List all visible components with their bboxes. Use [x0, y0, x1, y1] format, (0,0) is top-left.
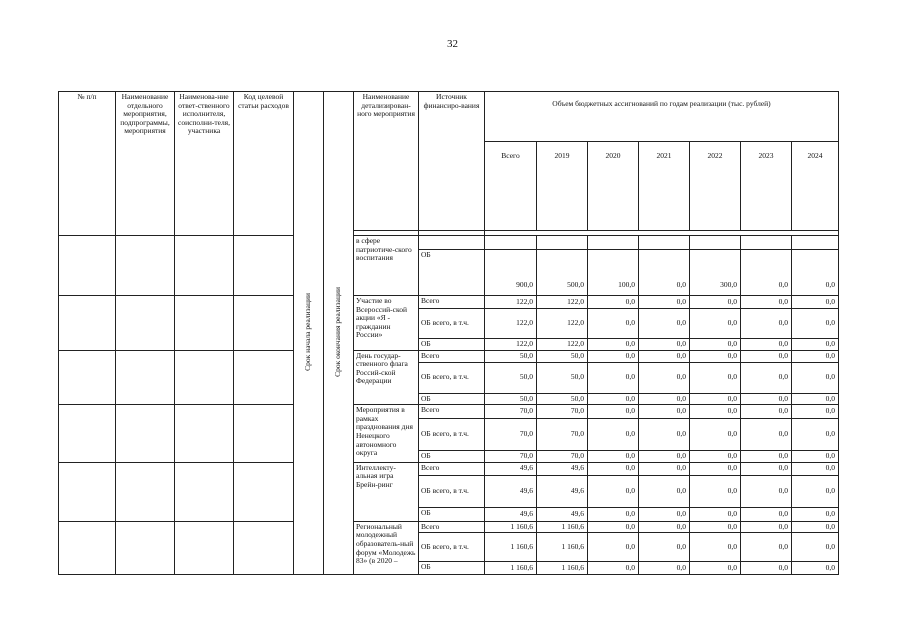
funding-source-cell: ОБ всего, в т.ч.	[419, 309, 485, 339]
value-cell: 0,0	[792, 562, 839, 575]
value-cell: 122,0	[485, 309, 537, 339]
value-cell: 500,0	[537, 250, 588, 296]
table-row	[59, 405, 839, 419]
year-header: 2023	[741, 142, 792, 231]
value-cell: 0,0	[690, 339, 741, 351]
value-cell: 0,0	[639, 296, 690, 309]
value-cell: 0,0	[792, 521, 839, 533]
funding-source-cell: ОБ	[419, 507, 485, 521]
value-cell: 0,0	[588, 362, 639, 393]
col-event-name-cell	[116, 236, 175, 296]
col-code-cell	[234, 350, 294, 405]
header-detailed: Наименование детализирован-ного мероприятия	[354, 92, 419, 231]
value-cell: 0,0	[792, 309, 839, 339]
value-cell: 70,0	[485, 405, 537, 419]
value-cell: 0,0	[741, 451, 792, 463]
value-cell: 1 160,6	[485, 521, 537, 533]
value-cell: 0,0	[690, 296, 741, 309]
funding-source-cell: ОБ всего, в т.ч.	[419, 533, 485, 562]
value-cell: 0,0	[690, 393, 741, 405]
value-cell: 50,0	[537, 350, 588, 362]
col-executor-cell	[175, 296, 234, 351]
table-row	[59, 296, 839, 309]
value-cell: 0,0	[588, 507, 639, 521]
value-cell: 0,0	[639, 533, 690, 562]
value-cell: 50,0	[485, 362, 537, 393]
funding-source-cell: ОБ всего, в т.ч.	[419, 419, 485, 451]
value-cell	[588, 236, 639, 250]
value-cell: 50,0	[537, 362, 588, 393]
value-cell: 0,0	[741, 521, 792, 533]
value-cell: 0,0	[792, 475, 839, 507]
table-row	[59, 350, 839, 362]
value-cell: 0,0	[792, 362, 839, 393]
funding-source-cell: ОБ	[419, 339, 485, 351]
detailed-event-label: Интеллекту-альная игра Брейн-ринг	[354, 462, 419, 521]
funding-source-cell: ОБ	[419, 451, 485, 463]
value-cell: 0,0	[588, 521, 639, 533]
value-cell: 0,0	[639, 393, 690, 405]
value-cell: 0,0	[792, 507, 839, 521]
value-cell: 0,0	[639, 362, 690, 393]
value-cell: 0,0	[741, 339, 792, 351]
table-row	[59, 462, 839, 475]
col-num-cell	[59, 350, 116, 405]
funding-source-cell	[419, 236, 485, 250]
value-cell: 0,0	[690, 475, 741, 507]
value-cell: 0,0	[690, 362, 741, 393]
col-num-cell	[59, 236, 116, 296]
col-event-name-cell	[116, 521, 175, 575]
value-cell: 0,0	[639, 250, 690, 296]
value-cell: 49,6	[537, 462, 588, 475]
value-cell: 0,0	[792, 451, 839, 463]
value-cell: 0,0	[792, 419, 839, 451]
value-cell: 70,0	[485, 419, 537, 451]
value-cell: 0,0	[792, 339, 839, 351]
col-event-name-cell	[116, 462, 175, 521]
value-cell: 0,0	[639, 562, 690, 575]
table-row	[59, 236, 839, 250]
value-cell: 0,0	[690, 521, 741, 533]
detailed-event-label: Региональный молодежный образователь-ный форум «Молодежь 83» (в 2020 –	[354, 521, 419, 575]
table-row	[59, 521, 839, 533]
value-cell: 0,0	[639, 339, 690, 351]
value-cell: 0,0	[741, 475, 792, 507]
value-cell: 122,0	[485, 296, 537, 309]
col-code-cell	[234, 296, 294, 351]
value-cell: 0,0	[741, 309, 792, 339]
value-cell: 0,0	[639, 405, 690, 419]
value-cell: 0,0	[741, 507, 792, 521]
value-cell: 122,0	[537, 296, 588, 309]
value-cell: 49,6	[485, 507, 537, 521]
detailed-event-label: в сфере патриотиче-ского воспитания	[354, 236, 419, 296]
header-start: Срок начала реализации	[294, 92, 324, 575]
value-cell: 0,0	[741, 419, 792, 451]
value-cell: 0,0	[741, 462, 792, 475]
table-body	[59, 92, 839, 575]
funding-source-cell: ОБ всего, в т.ч.	[419, 362, 485, 393]
col-executor-cell	[175, 462, 234, 521]
funding-source-cell: Всего	[419, 462, 485, 475]
value-cell: 122,0	[537, 339, 588, 351]
value-cell: 0,0	[741, 393, 792, 405]
value-cell: 0,0	[792, 393, 839, 405]
value-cell: 0,0	[588, 350, 639, 362]
value-cell: 70,0	[537, 451, 588, 463]
header-num: № п/п	[59, 92, 116, 236]
value-cell	[537, 236, 588, 250]
value-cell: 70,0	[537, 405, 588, 419]
col-event-name-cell	[116, 405, 175, 463]
value-cell: 0,0	[690, 350, 741, 362]
value-cell: 0,0	[588, 451, 639, 463]
value-cell: 0,0	[588, 419, 639, 451]
value-cell: 0,0	[690, 462, 741, 475]
value-cell: 0,0	[792, 462, 839, 475]
value-cell: 0,0	[792, 405, 839, 419]
value-cell: 0,0	[588, 462, 639, 475]
value-cell: 0,0	[792, 296, 839, 309]
value-cell: 0,0	[588, 533, 639, 562]
header-volume: Объем бюджетных ассигнований по годам реализации (тыс. рублей)	[485, 92, 839, 142]
header-executor: Наименова-ние ответ-ственного исполнителя, соисполни-теля, участника	[175, 92, 234, 236]
col-event-name-cell	[116, 296, 175, 351]
value-cell: 1 160,6	[485, 533, 537, 562]
page-number: 32	[447, 38, 458, 50]
value-cell: 0,0	[690, 507, 741, 521]
value-cell: 0,0	[639, 475, 690, 507]
col-code-cell	[234, 405, 294, 463]
value-cell: 70,0	[485, 451, 537, 463]
value-cell: 0,0	[588, 475, 639, 507]
col-executor-cell	[175, 521, 234, 575]
header-code: Код целевой статьи расходов	[234, 92, 294, 236]
col-code-cell	[234, 521, 294, 575]
header-end: Срок окончания реализации	[324, 92, 354, 575]
funding-source-cell: ОБ	[419, 562, 485, 575]
value-cell: 0,0	[690, 533, 741, 562]
year-header: 2021	[639, 142, 690, 231]
funding-source-cell: Всего	[419, 521, 485, 533]
value-cell: 0,0	[588, 562, 639, 575]
year-header: 2020	[588, 142, 639, 231]
detailed-event-label: Мероприятия в рамках празднования дня Ненецкого автономного округа	[354, 405, 419, 463]
value-cell: 49,6	[485, 462, 537, 475]
value-cell: 0,0	[741, 562, 792, 575]
value-cell: 0,0	[741, 350, 792, 362]
col-code-cell	[234, 236, 294, 296]
value-cell: 0,0	[690, 405, 741, 419]
value-cell: 0,0	[792, 533, 839, 562]
value-cell: 0,0	[792, 350, 839, 362]
value-cell: 50,0	[537, 393, 588, 405]
value-cell: 0,0	[741, 405, 792, 419]
value-cell: 0,0	[741, 533, 792, 562]
detailed-event-label: День государ-ственного флага Россий-ской Федерации	[354, 350, 419, 405]
value-cell: 100,0	[588, 250, 639, 296]
value-cell: 0,0	[741, 296, 792, 309]
value-cell: 0,0	[588, 296, 639, 309]
value-cell: 0,0	[690, 451, 741, 463]
value-cell	[741, 236, 792, 250]
value-cell: 70,0	[537, 419, 588, 451]
value-cell	[639, 236, 690, 250]
value-cell: 0,0	[588, 393, 639, 405]
value-cell: 0,0	[690, 562, 741, 575]
col-executor-cell	[175, 405, 234, 463]
year-header: 2019	[537, 142, 588, 231]
funding-source-cell: Всего	[419, 350, 485, 362]
col-num-cell	[59, 462, 116, 521]
value-cell: 1 160,6	[485, 562, 537, 575]
value-cell: 0,0	[690, 419, 741, 451]
value-cell: 0,0	[639, 462, 690, 475]
value-cell: 0,0	[639, 309, 690, 339]
value-cell: 0,0	[792, 250, 839, 296]
value-cell: 300,0	[690, 250, 741, 296]
funding-source-cell: Всего	[419, 405, 485, 419]
funding-source-cell: Всего	[419, 296, 485, 309]
value-cell	[690, 236, 741, 250]
col-num-cell	[59, 405, 116, 463]
value-cell	[485, 236, 537, 250]
value-cell: 0,0	[639, 419, 690, 451]
col-num-cell	[59, 296, 116, 351]
col-executor-cell	[175, 236, 234, 296]
funding-source-cell: ОБ	[419, 393, 485, 405]
value-cell	[792, 236, 839, 250]
value-cell: 0,0	[639, 451, 690, 463]
year-header: 2022	[690, 142, 741, 231]
col-event-name-cell	[116, 350, 175, 405]
col-num-cell	[59, 521, 116, 575]
value-cell: 49,6	[537, 475, 588, 507]
year-header: 2024	[792, 142, 839, 231]
value-cell: 1 160,6	[537, 533, 588, 562]
value-cell: 1 160,6	[537, 562, 588, 575]
value-cell: 900,0	[485, 250, 537, 296]
value-cell: 1 160,6	[537, 521, 588, 533]
value-cell: 49,6	[485, 475, 537, 507]
value-cell: 0,0	[588, 405, 639, 419]
value-cell: 49,6	[537, 507, 588, 521]
value-cell: 0,0	[741, 250, 792, 296]
value-cell: 0,0	[588, 339, 639, 351]
value-cell: 0,0	[639, 521, 690, 533]
value-cell: 0,0	[588, 309, 639, 339]
value-cell: 0,0	[690, 309, 741, 339]
detailed-event-label: Участие во Всероссий-ской акции «Я - гражданин России»	[354, 296, 419, 351]
header-event-name: Наименование отдельного мероприятия, подпрограммы, мероприятия	[116, 92, 175, 236]
col-code-cell	[234, 462, 294, 521]
value-cell: 50,0	[485, 393, 537, 405]
value-cell: 0,0	[639, 507, 690, 521]
value-cell: 122,0	[537, 309, 588, 339]
value-cell: 0,0	[639, 350, 690, 362]
budget-table	[58, 91, 839, 575]
value-cell: 122,0	[485, 339, 537, 351]
col-executor-cell	[175, 350, 234, 405]
header-source: Источник финансиро-вания	[419, 92, 485, 231]
value-cell: 50,0	[485, 350, 537, 362]
funding-source-cell: ОБ	[419, 250, 485, 296]
funding-source-cell: ОБ всего, в т.ч.	[419, 475, 485, 507]
year-header: Всего	[485, 142, 537, 231]
value-cell: 0,0	[741, 362, 792, 393]
